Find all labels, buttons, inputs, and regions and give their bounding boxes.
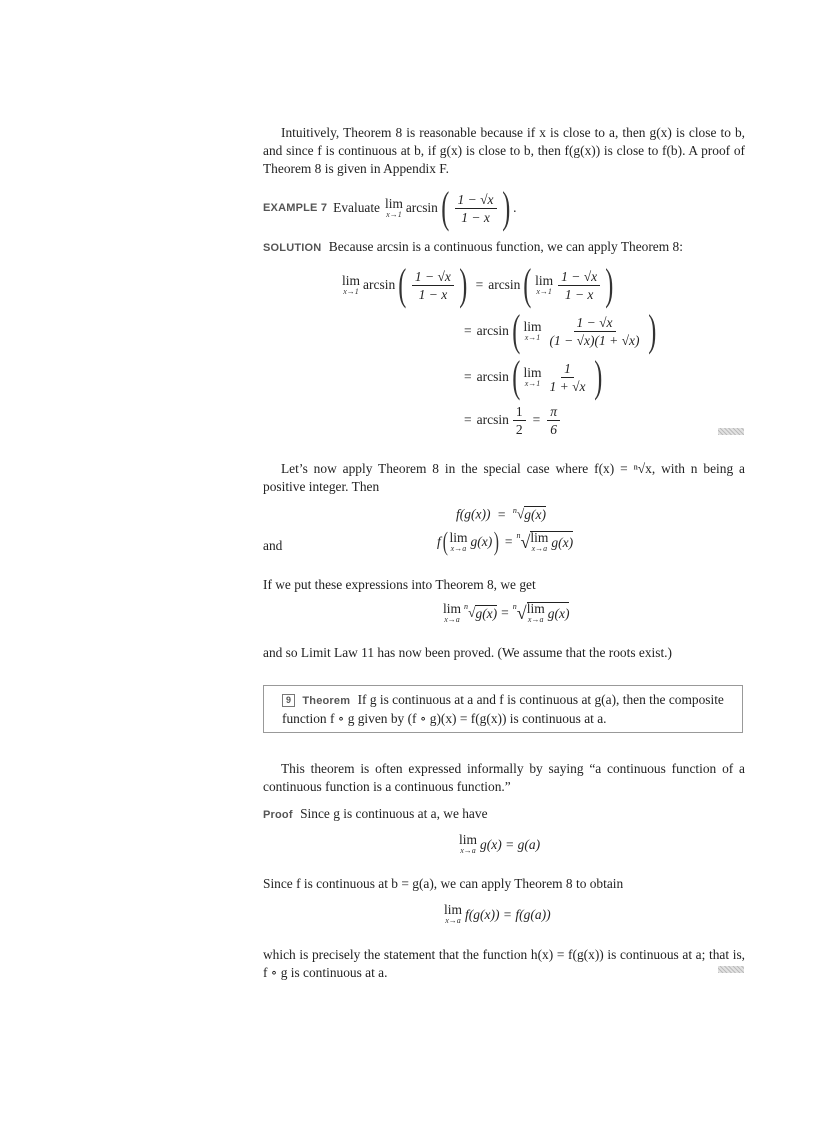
limit-root-equation: f ( lim x→a g(x) ) = $^n$ √ lim x→a g(x) xyxy=(437,527,574,556)
proof-equation-1: lim x→a g(x) = g(a) xyxy=(459,832,541,855)
solution-label: SOLUTION xyxy=(263,242,322,254)
eq-line-4: = arcsin $\frac{1}{2}$ = $\frac{\pi}{6}$ xyxy=(464,400,682,440)
proof-line xyxy=(263,806,745,822)
informal-paragraph: This theorem is often expressed informally by saying “a continuous function of a continuous function is a continuous function.” xyxy=(263,761,745,794)
fgx-root-equation: f(g(x)) = $^n$√g(x) xyxy=(456,506,547,522)
theorem-label: Theorem xyxy=(302,695,351,707)
proof-conclusion: which is precisely the statement that the function h(x) = f(g(x)) is continuous at a; that is, f ∘ g is continuous at a. xyxy=(263,947,745,980)
eq-line-3: = arcsin ( lim x→1 $\frac{1}{1 + √x}$ ) xyxy=(464,352,602,401)
and-label: and xyxy=(263,538,283,553)
theorem-number: 9 xyxy=(282,694,295,707)
proof-text: Since g is continuous at a, we have xyxy=(300,806,488,821)
example-fraction: $\frac{1 - √x}{1 - x}$ xyxy=(455,192,497,225)
theorem-9-box xyxy=(263,685,743,733)
proof-text-2: Since f is continuous at b = g(a), we can apply Theorem 8 to obtain xyxy=(263,876,624,891)
solution-text: Because arcsin is a continuous function, we can apply Theorem 8: xyxy=(328,239,683,254)
example-7: EXAMPLE 7 Evaluate lim x→1 arcsin ( $\frac{1 - √x}{1 - x}$ ) . xyxy=(263,183,517,232)
eq-line-2: = arcsin ( lim x→1 $\frac{1 - √x}{(1 - √x)(1 + √x)}$ ) xyxy=(464,306,656,355)
eq-line-1: lim x→1 arcsin ( $\frac{1 - √x}{1 - x}$ ) = arcsin ( lim x→1 $\frac{1 - √x}{1 - x}$ ) xyxy=(342,260,614,309)
special-case-paragraph: Let’s now apply Theorem 8 in the special case where f(x) = ⁿ√x, with n being a positive integer. Then xyxy=(263,461,745,494)
proof-label: Proof xyxy=(263,809,293,821)
example-text: Evaluate xyxy=(333,200,380,215)
example-func: arcsin xyxy=(405,200,438,215)
end-of-proof-marker xyxy=(718,966,744,973)
end-of-example-marker xyxy=(718,428,744,435)
example-lim: lim x→1 xyxy=(385,195,403,219)
lim-root-equation: lim x→a $^n$ √ g(x) = $^n$ √ lim x→a g(x) xyxy=(443,600,570,624)
limit-law-paragraph: and so Limit Law 11 has now been proved. (We assume that the roots exist.) xyxy=(263,645,672,660)
theorem-line-1: If g is continuous at a and f is continuous at g(a), then the composite xyxy=(357,692,724,707)
intro-paragraph: Intuitively, Theorem 8 is reasonable because if x is close to a, then g(x) is close to b, and since f is continuous at b, if g(x) is close to b, then f(g(x)) is close to f(b). A proof of Theorem 8 is given in Appendix F. xyxy=(263,125,745,176)
theorem-line-2: function f ∘ g given by (f ∘ g)(x) = f(g(x)) is continuous at a. xyxy=(282,711,607,726)
theorem8-paragraph: If we put these expressions into Theorem 8, we get xyxy=(263,577,536,592)
example-label: EXAMPLE 7 xyxy=(263,202,328,214)
solution-line xyxy=(263,239,745,255)
proof-equation-2: lim x→a f(g(x)) = f(g(a)) xyxy=(444,902,551,925)
arcsin-derivation xyxy=(342,262,682,440)
